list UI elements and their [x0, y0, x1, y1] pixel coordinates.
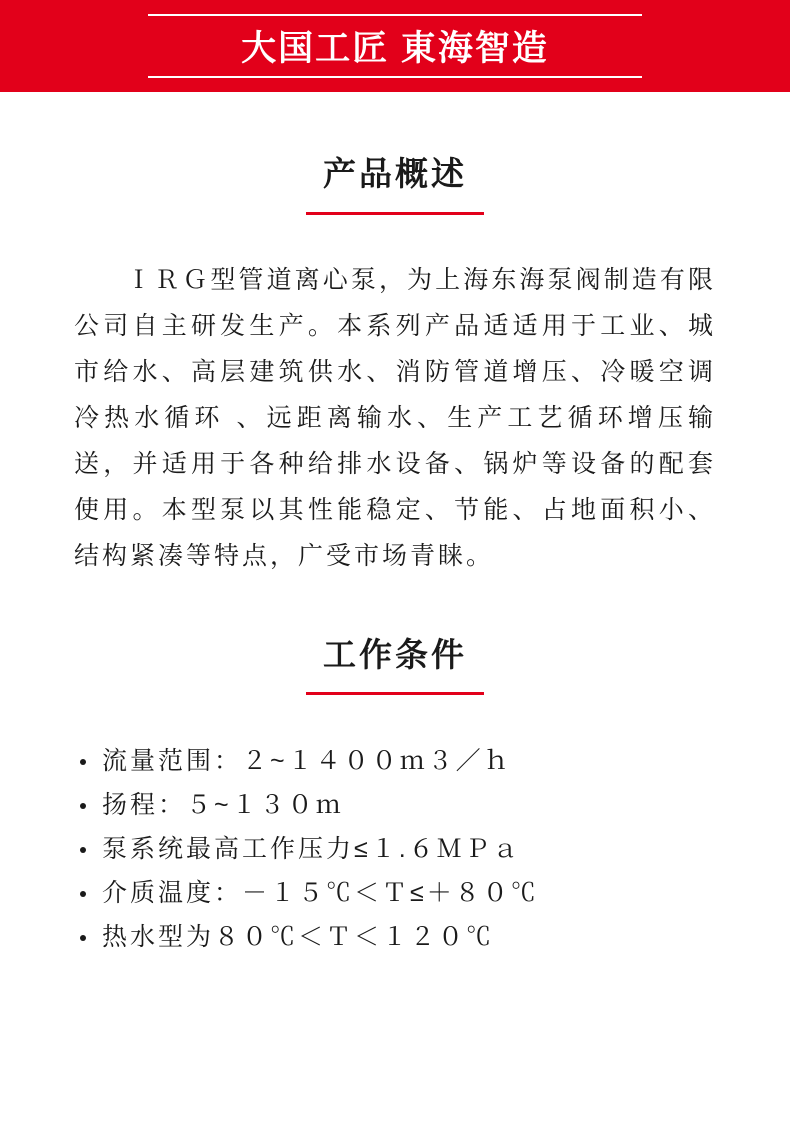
banner-title: 大国工匠 東海智造	[241, 29, 549, 68]
list-item-label: 扬程：５~１３０ｍ	[102, 791, 344, 820]
list-item-label: 流量范围：２~１４００ｍ３／ｈ	[102, 747, 512, 776]
working-conditions-list	[78, 739, 790, 959]
top-banner	[0, 0, 790, 92]
list-item	[78, 915, 790, 959]
list-item-label: 泵系统最高工作压力≤１.６ＭＰａ	[102, 835, 521, 864]
working-conditions-heading-rule	[306, 692, 484, 695]
bullet-icon	[80, 759, 86, 765]
overview-paragraph-block	[74, 257, 716, 579]
list-item-label: 热水型为８０℃＜Ｔ＜１２０℃	[102, 923, 495, 952]
list-item	[78, 739, 790, 783]
bullet-icon	[80, 847, 86, 853]
overview-heading-rule	[306, 212, 484, 215]
bullet-icon	[80, 891, 86, 897]
list-item-label: 介质温度：－１５℃＜Ｔ≤＋８０℃	[102, 879, 539, 908]
working-conditions-heading-text: 工作条件	[323, 635, 467, 673]
overview-heading-text: 产品概述	[323, 155, 467, 192]
banner-rule-bottom	[148, 76, 642, 78]
overview-paragraph-text: ＩＲＧ型管道离心泵，为上海东海泵阀制造有限公司自主研发生产。本系列产品适适用于工业、城市给水、高层建筑供水、消防管道增压、冷暖空调冷热水循环 、远距离输水、生产工艺循环增压输送，并适用于各种给排水设备、锅炉等设备的配套使用。本型泵以其性能稳定、节能、占地面积小、结构紧凑等特点，广受市场青睐。	[74, 265, 716, 570]
list-item	[78, 827, 790, 871]
overview-heading	[0, 154, 790, 215]
working-conditions-heading	[0, 635, 790, 696]
bullet-icon	[80, 803, 86, 809]
banner-rule-top	[148, 14, 642, 16]
list-item	[78, 871, 790, 915]
banner-inner	[0, 0, 790, 92]
list-item	[78, 783, 790, 827]
bullet-icon	[80, 935, 86, 941]
